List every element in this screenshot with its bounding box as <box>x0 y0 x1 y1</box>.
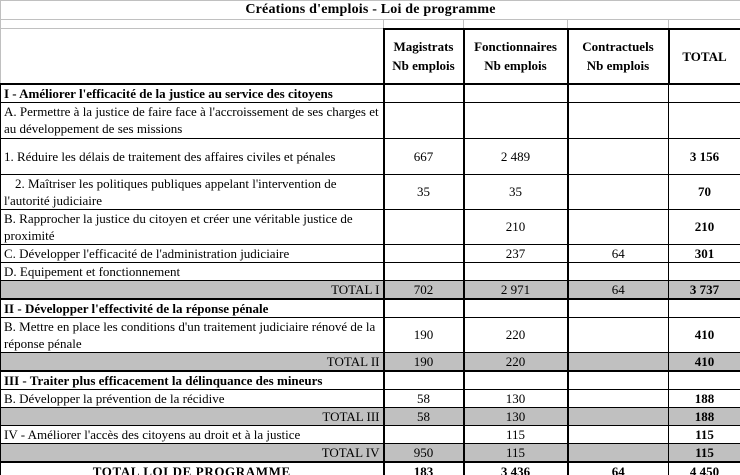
spacer-cell <box>568 20 669 29</box>
header-line2: Nb emplois <box>586 58 650 73</box>
cell-magistrats: 667 <box>384 138 464 174</box>
row-item-a <box>1 102 740 138</box>
row-item-b3 <box>1 389 740 407</box>
row-total-1 <box>1 280 740 299</box>
header-contractuels <box>568 29 669 84</box>
table-body <box>1 84 740 475</box>
cell-fonctionnaires: 237 <box>464 244 568 262</box>
header-line1: Fonctionnaires <box>474 39 557 54</box>
cell-total: 301 <box>669 244 740 262</box>
cell-fonctionnaires <box>464 262 568 280</box>
header-line1: TOTAL <box>682 48 727 64</box>
total-label: TOTAL IV <box>1 443 384 462</box>
cell-contractuels: 64 <box>568 462 669 475</box>
total-label: TOTAL III <box>1 407 384 425</box>
cell-magistrats: 183 <box>384 462 464 475</box>
cell-total <box>669 299 740 318</box>
cell-fonctionnaires <box>464 299 568 318</box>
cell-fonctionnaires: 130 <box>464 389 568 407</box>
cell-total: 188 <box>669 407 740 425</box>
header-empty-cell <box>1 29 384 84</box>
cell-magistrats <box>384 102 464 138</box>
row-label: 2. Maîtriser les politiques publiques appelant l'intervention de l'autorité judiciaire <box>1 174 384 209</box>
cell-magistrats <box>384 425 464 443</box>
row-section-1 <box>1 84 740 103</box>
cell-total <box>669 84 740 103</box>
cell-contractuels <box>568 262 669 280</box>
header-total <box>669 29 740 84</box>
cell-magistrats <box>384 84 464 103</box>
row-section-2 <box>1 299 740 318</box>
cell-contractuels <box>568 209 669 244</box>
header-line2: Nb emplois <box>392 58 455 73</box>
row-label: B. Rapprocher la justice du citoyen et créer une véritable justice de proximité <box>1 209 384 244</box>
cell-contractuels <box>568 317 669 352</box>
header-line1: Contractuels <box>582 39 654 54</box>
spacer-cell <box>384 20 464 29</box>
row-section-3 <box>1 371 740 390</box>
header-magistrats <box>384 29 464 84</box>
row-total-2 <box>1 352 740 371</box>
column-header-row <box>1 29 740 84</box>
cell-contractuels: 64 <box>568 280 669 299</box>
cell-total <box>669 102 740 138</box>
header-fonctionnaires <box>464 29 568 84</box>
header-line1: Magistrats <box>393 39 454 54</box>
cell-magistrats: 950 <box>384 443 464 462</box>
cell-contractuels <box>568 174 669 209</box>
spacer-cell <box>464 20 568 29</box>
cell-fonctionnaires: 115 <box>464 443 568 462</box>
row-item-d <box>1 262 740 280</box>
row-label: 1. Réduire les délais de traitement des affaires civiles et pénales <box>1 138 384 174</box>
table-title: Créations d'emplois - Loi de programme <box>1 1 740 20</box>
row-label: IV - Améliorer l'accès des citoyens au droit et à la justice <box>1 425 384 443</box>
row-section-4 <box>1 425 740 443</box>
cell-contractuels <box>568 352 669 371</box>
cell-contractuels <box>568 389 669 407</box>
row-total-4 <box>1 443 740 462</box>
cell-magistrats: 58 <box>384 407 464 425</box>
cell-fonctionnaires: 35 <box>464 174 568 209</box>
cell-magistrats <box>384 371 464 390</box>
cell-contractuels <box>568 102 669 138</box>
cell-magistrats: 190 <box>384 317 464 352</box>
cell-fonctionnaires: 130 <box>464 407 568 425</box>
row-label: D. Equipement et fonctionnement <box>1 262 384 280</box>
cell-fonctionnaires: 220 <box>464 317 568 352</box>
cell-magistrats: 58 <box>384 389 464 407</box>
cell-fonctionnaires: 210 <box>464 209 568 244</box>
cell-fonctionnaires: 2 971 <box>464 280 568 299</box>
table-title-row <box>1 1 740 20</box>
cell-total: 210 <box>669 209 740 244</box>
table-top-zone <box>1 1 740 84</box>
cell-fonctionnaires: 2 489 <box>464 138 568 174</box>
cell-total: 3 737 <box>669 280 740 299</box>
cell-contractuels <box>568 84 669 103</box>
cell-contractuels: 64 <box>568 244 669 262</box>
row-label: B. Mettre en place les conditions d'un traitement judiciaire rénové de la réponse pénale <box>1 317 384 352</box>
cell-fonctionnaires <box>464 371 568 390</box>
cell-fonctionnaires <box>464 102 568 138</box>
cell-contractuels <box>568 407 669 425</box>
section-label: I - Améliorer l'efficacité de la justice au service des citoyens <box>1 84 384 103</box>
cell-magistrats <box>384 244 464 262</box>
row-label: A. Permettre à la justice de faire face à l'accroissement de ses charges et au développement de ses missions <box>1 102 384 138</box>
cell-total: 3 156 <box>669 138 740 174</box>
cell-contractuels <box>568 425 669 443</box>
total-label: TOTAL I <box>1 280 384 299</box>
row-total-3 <box>1 407 740 425</box>
cell-total <box>669 262 740 280</box>
row-item-1 <box>1 138 740 174</box>
cell-magistrats <box>384 209 464 244</box>
cell-total: 70 <box>669 174 740 209</box>
cell-total: 115 <box>669 425 740 443</box>
row-item-c <box>1 244 740 262</box>
cell-fonctionnaires <box>464 84 568 103</box>
cell-contractuels <box>568 138 669 174</box>
grand-total-label: TOTAL LOI DE PROGRAMME <box>1 462 384 475</box>
row-label: B. Développer la prévention de la récidive <box>1 389 384 407</box>
cell-total: 410 <box>669 317 740 352</box>
total-label: TOTAL II <box>1 352 384 371</box>
row-item-2 <box>1 174 740 209</box>
cell-magistrats: 702 <box>384 280 464 299</box>
row-item-b1 <box>1 209 740 244</box>
cell-magistrats <box>384 262 464 280</box>
cell-magistrats <box>384 299 464 318</box>
cell-contractuels <box>568 371 669 390</box>
spacer-row <box>1 20 740 29</box>
section-label: II - Développer l'effectivité de la réponse pénale <box>1 299 384 318</box>
section-label: III - Traiter plus efficacement la délinquance des mineurs <box>1 371 384 390</box>
cell-contractuels <box>568 299 669 318</box>
row-item-b2 <box>1 317 740 352</box>
cell-total: 188 <box>669 389 740 407</box>
cell-total: 410 <box>669 352 740 371</box>
cell-fonctionnaires: 3 436 <box>464 462 568 475</box>
row-label: C. Développer l'efficacité de l'administration judiciaire <box>1 244 384 262</box>
cell-magistrats: 35 <box>384 174 464 209</box>
cell-contractuels <box>568 443 669 462</box>
cell-total <box>669 371 740 390</box>
row-grand-total <box>1 462 740 475</box>
spacer-cell <box>1 20 384 29</box>
header-line2: Nb emplois <box>484 58 547 73</box>
cell-fonctionnaires: 115 <box>464 425 568 443</box>
cell-total: 115 <box>669 443 740 462</box>
cell-magistrats: 190 <box>384 352 464 371</box>
cell-fonctionnaires: 220 <box>464 352 568 371</box>
cell-total: 4 450 <box>669 462 740 475</box>
spacer-cell <box>669 20 740 29</box>
